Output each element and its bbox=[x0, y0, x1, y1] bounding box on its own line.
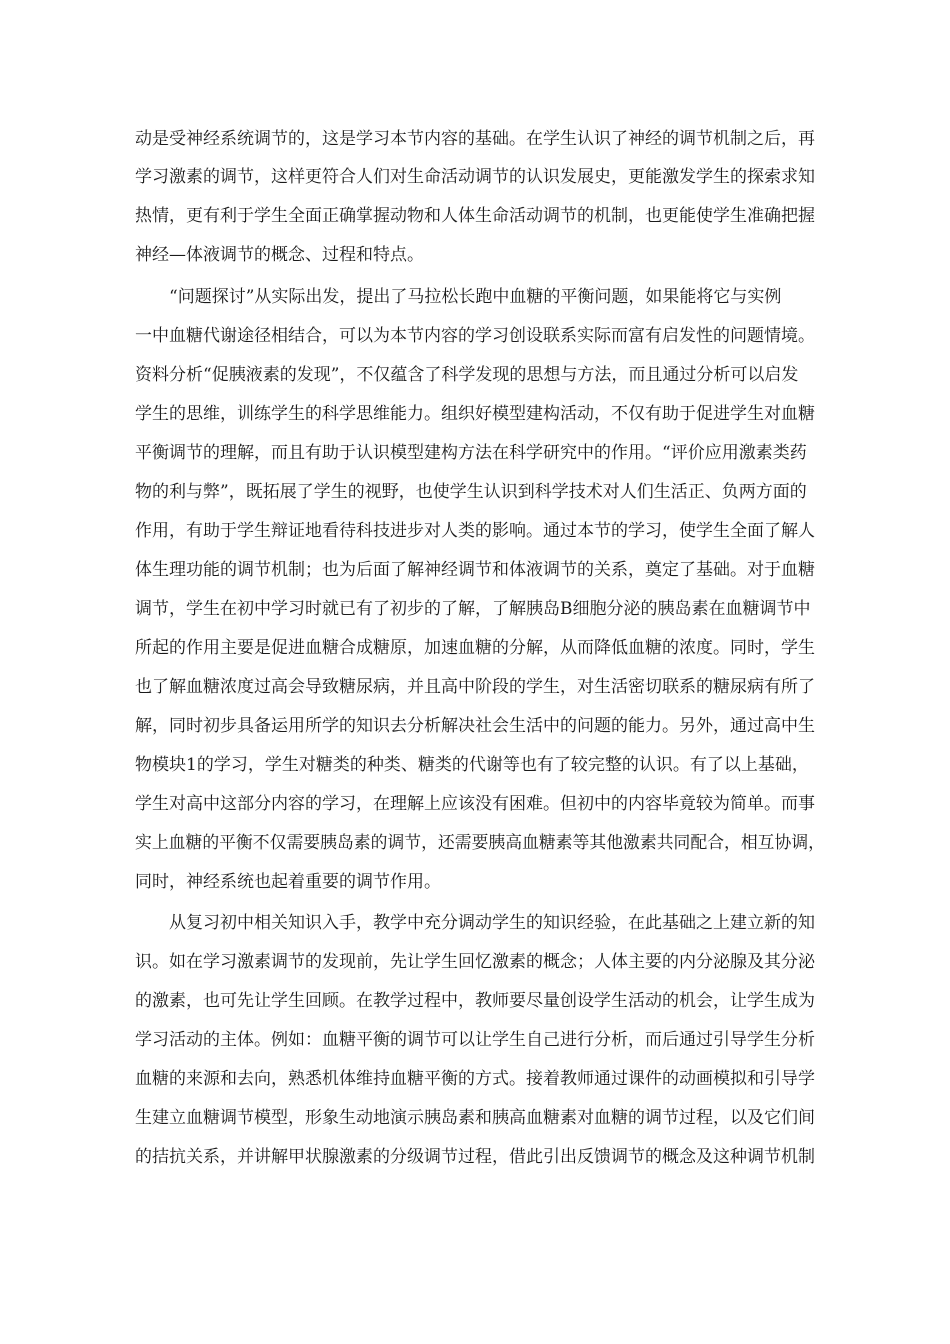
text-line: 物的利与弊”，既拓展了学生的视野，也使学生认识到科学技术对人们生活正、负两方面的 bbox=[135, 482, 807, 502]
text-line: 学习激素的调节，这样更符合人们对生命活动调节的认识发展史，更能激发学生的探索求知 bbox=[135, 167, 815, 187]
text-line: 学生对高中这部分内容的学习，在理解上应该没有困难。但初中的内容毕竟较为简单。而事 bbox=[135, 794, 815, 814]
text-line: 一中血糖代谢途径相结合，可以为本节内容的学习创设联系实际而富有启发性的问题情境。 bbox=[135, 326, 815, 346]
text-line: 作用，有助于学生辩证地看待科技进步对人类的影响。通过本节的学习，使学生全面了解人 bbox=[135, 521, 815, 541]
text-line: 血糖的来源和去向，熟悉机体维持血糖平衡的方式。接着教师通过课件的动画模拟和引导学 bbox=[135, 1069, 815, 1089]
text-line: 学生的思维，训练学生的科学思维能力。组织好模型建构活动，不仅有助于促进学生对血糖 bbox=[135, 404, 815, 424]
text-line: 从复习初中相关知识入手，教学中充分调动学生的知识经验，在此基础之上建立新的知 bbox=[169, 913, 815, 933]
text-line: 神经—体液调节的概念、过程和特点。 bbox=[135, 245, 424, 265]
text-line: 调节，学生在初中学习时就已有了初步的了解，了解胰岛B细胞分泌的胰岛素在血糖调节中 bbox=[135, 599, 811, 619]
text-line: 同时，神经系统也起着重要的调节作用。 bbox=[135, 872, 441, 892]
text-line: 的拮抗关系，并讲解甲状腺激素的分级调节过程，借此引出反馈调节的概念及这种调节机制 bbox=[135, 1147, 815, 1167]
text-line: 也了解血糖浓度过高会导致糖尿病，并且高中阶段的学生，对生活密切联系的糖尿病有所了 bbox=[135, 677, 815, 697]
text-line: “问题探讨”从实际出发，提出了马拉松长跑中血糖的平衡问题，如果能将它与实例 bbox=[169, 287, 782, 307]
text-line: 平衡调节的理解，而且有助于认识模型建构方法在科学研究中的作用。“评价应用激素类药 bbox=[135, 443, 807, 463]
text-line: 学习活动的主体。例如：血糖平衡的调节可以让学生自己进行分析，而后通过引导学生分析 bbox=[135, 1030, 815, 1050]
text-line: 生建立血糖调节模型，形象生动地演示胰岛素和胰高血糖素对血糖的调节过程，以及它们间 bbox=[135, 1108, 815, 1128]
text-line: 物模块1的学习，学生对糖类的种类、糖类的代谢等也有了较完整的认识。有了以上基础， bbox=[135, 755, 809, 775]
text-line: 的激素，也可先让学生回顾。在教学过程中，教师要尽量创设学生活动的机会，让学生成为 bbox=[135, 991, 815, 1011]
text-line: 热情，更有利于学生全面正确掌握动物和人体生命活动调节的机制，也更能使学生准确把握 bbox=[135, 206, 815, 226]
text-line: 资料分析“促胰液素的发现”，不仅蕴含了科学发现的思想与方法，而且通过分析可以启发 bbox=[135, 365, 799, 385]
text-line: 实上血糖的平衡不仅需要胰岛素的调节，还需要胰高血糖素等其他激素共同配合，相互协调， bbox=[135, 833, 825, 853]
text-line: 动是受神经系统调节的，这是学习本节内容的基础。在学生认识了神经的调节机制之后，再 bbox=[135, 129, 815, 149]
text-line: 体生理功能的调节机制；也为后面了解神经调节和体液调节的关系，奠定了基础。对于血糖 bbox=[135, 560, 815, 580]
text-line: 解，同时初步具备运用所学的知识去分析解决社会生活中的问题的能力。另外，通过高中生 bbox=[135, 716, 815, 736]
text-line: 识。如在学习激素调节的发现前，先让学生回忆激素的概念；人体主要的内分泌腺及其分泌 bbox=[135, 952, 815, 972]
text-line: 所起的作用主要是促进血糖合成糖原，加速血糖的分解，从而降低血糖的浓度。同时，学生 bbox=[135, 638, 815, 658]
